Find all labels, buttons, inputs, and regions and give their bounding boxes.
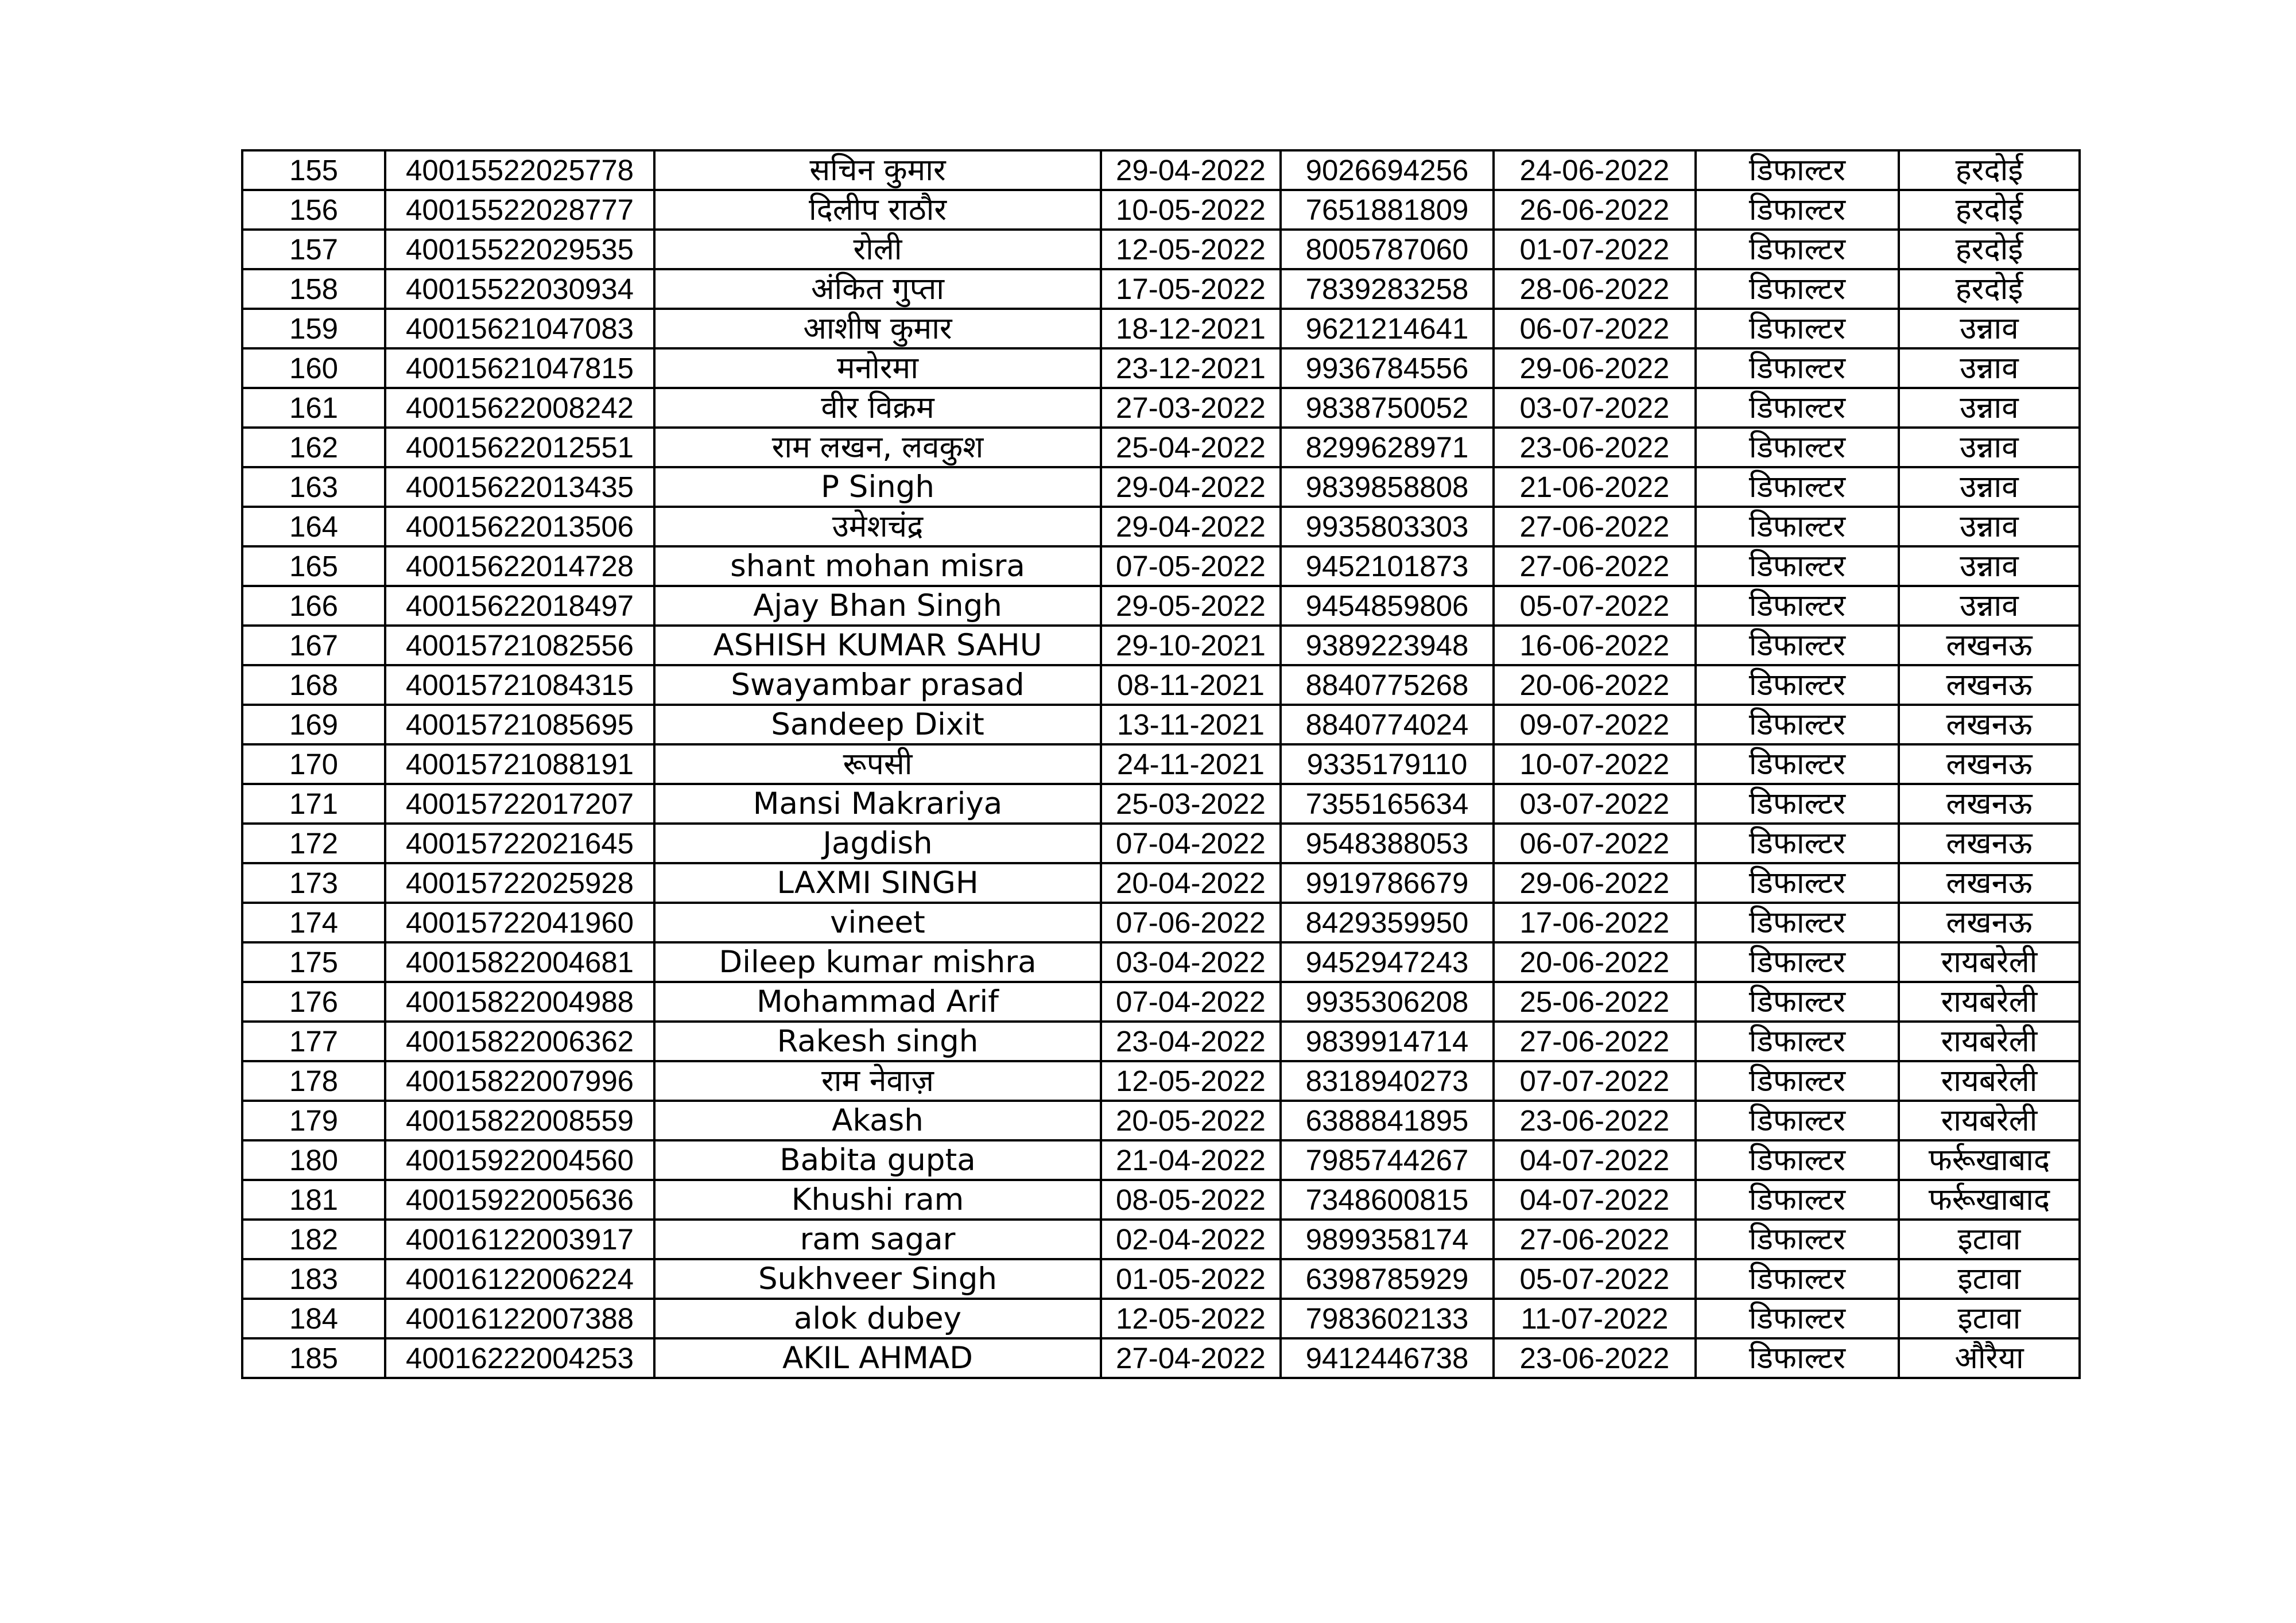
district-cell: इटावा [1899,1220,2080,1259]
due-date-cell: 28-06-2022 [1494,269,1696,309]
serial-number-cell: 159 [242,309,385,348]
serial-number-cell: 166 [242,586,385,626]
table-row [242,1101,2080,1140]
date-cell: 29-04-2022 [1101,467,1281,507]
serial-number-cell: 180 [242,1140,385,1180]
table-row [242,1259,2080,1299]
date-cell: 17-05-2022 [1101,269,1281,309]
date-cell: 25-03-2022 [1101,784,1281,824]
status-cell: डिफाल्टर [1696,1101,1899,1140]
table-row [242,428,2080,467]
serial-number-cell: 165 [242,546,385,586]
date-cell: 29-04-2022 [1101,507,1281,546]
customer-name-cell: ASHISH KUMAR SAHU [654,626,1101,665]
customer-name-cell: Akash [654,1101,1101,1140]
status-cell: डिफाल्टर [1696,230,1899,269]
account-number-cell: 40015822006362 [385,1022,654,1061]
serial-number-cell: 177 [242,1022,385,1061]
account-number-cell: 40015822004988 [385,982,654,1022]
account-number-cell: 40015721088191 [385,744,654,784]
due-date-cell: 16-06-2022 [1494,626,1696,665]
date-cell: 07-04-2022 [1101,982,1281,1022]
account-number-cell: 40015622012551 [385,428,654,467]
status-cell: डिफाल्टर [1696,190,1899,230]
table-body [242,150,2080,1378]
table-row [242,665,2080,705]
status-cell: डिफाल्टर [1696,784,1899,824]
due-date-cell: 01-07-2022 [1494,230,1696,269]
mobile-number-cell: 9389223948 [1281,626,1494,665]
table-row [242,784,2080,824]
customer-name-cell: रूपसी [654,744,1101,784]
date-cell: 03-04-2022 [1101,942,1281,982]
district-cell: लखनऊ [1899,824,2080,863]
date-cell: 24-11-2021 [1101,744,1281,784]
district-cell: इटावा [1899,1259,2080,1299]
serial-number-cell: 167 [242,626,385,665]
defaulter-list-sheet [241,149,2078,1379]
serial-number-cell: 178 [242,1061,385,1101]
due-date-cell: 09-07-2022 [1494,705,1696,744]
due-date-cell: 21-06-2022 [1494,467,1696,507]
table-row [242,903,2080,942]
customer-name-cell: vineet [654,903,1101,942]
mobile-number-cell: 9935803303 [1281,507,1494,546]
serial-number-cell: 174 [242,903,385,942]
mobile-number-cell: 9935306208 [1281,982,1494,1022]
table-row [242,1220,2080,1259]
date-cell: 18-12-2021 [1101,309,1281,348]
account-number-cell: 40015622014728 [385,546,654,586]
date-cell: 21-04-2022 [1101,1140,1281,1180]
account-number-cell: 40015922005636 [385,1180,654,1220]
district-cell: उन्नाव [1899,309,2080,348]
due-date-cell: 27-06-2022 [1494,546,1696,586]
status-cell: डिफाल्टर [1696,744,1899,784]
due-date-cell: 29-06-2022 [1494,863,1696,903]
mobile-number-cell: 8840774024 [1281,705,1494,744]
customer-name-cell: alok dubey [654,1299,1101,1338]
serial-number-cell: 185 [242,1338,385,1378]
account-number-cell: 40015822004681 [385,942,654,982]
status-cell: डिफाल्टर [1696,1220,1899,1259]
status-cell: डिफाल्टर [1696,428,1899,467]
table-row [242,230,2080,269]
date-cell: 08-11-2021 [1101,665,1281,705]
status-cell: डिफाल्टर [1696,705,1899,744]
mobile-number-cell: 7651881809 [1281,190,1494,230]
account-number-cell: 40015722021645 [385,824,654,863]
status-cell: डिफाल्टर [1696,863,1899,903]
serial-number-cell: 168 [242,665,385,705]
due-date-cell: 17-06-2022 [1494,903,1696,942]
mobile-number-cell: 9452947243 [1281,942,1494,982]
serial-number-cell: 175 [242,942,385,982]
date-cell: 13-11-2021 [1101,705,1281,744]
table-row [242,546,2080,586]
account-number-cell: 40015622018497 [385,586,654,626]
date-cell: 10-05-2022 [1101,190,1281,230]
mobile-number-cell: 9454859806 [1281,586,1494,626]
account-number-cell: 40015822008559 [385,1101,654,1140]
status-cell: डिफाल्टर [1696,1022,1899,1061]
table-row [242,269,2080,309]
customer-name-cell: Sukhveer Singh [654,1259,1101,1299]
district-cell: हरदोई [1899,190,2080,230]
date-cell: 12-05-2022 [1101,230,1281,269]
district-cell: लखनऊ [1899,705,2080,744]
district-cell: उन्नाव [1899,507,2080,546]
mobile-number-cell: 8840775268 [1281,665,1494,705]
customer-name-cell: राम लखन, लवकुश [654,428,1101,467]
table-row [242,348,2080,388]
district-cell: लखनऊ [1899,863,2080,903]
due-date-cell: 10-07-2022 [1494,744,1696,784]
account-number-cell: 40015522030934 [385,269,654,309]
account-number-cell: 40015621047083 [385,309,654,348]
due-date-cell: 27-06-2022 [1494,507,1696,546]
date-cell: 27-03-2022 [1101,388,1281,428]
district-cell: लखनऊ [1899,626,2080,665]
status-cell: डिफाल्टर [1696,269,1899,309]
customer-name-cell: सचिन कुमार [654,150,1101,190]
customer-name-cell: वीर विक्रम [654,388,1101,428]
serial-number-cell: 171 [242,784,385,824]
customer-name-cell: Jagdish [654,824,1101,863]
due-date-cell: 04-07-2022 [1494,1140,1696,1180]
account-number-cell: 40016122006224 [385,1259,654,1299]
due-date-cell: 11-07-2022 [1494,1299,1696,1338]
status-cell: डिफाल्टर [1696,1299,1899,1338]
customer-name-cell: Rakesh singh [654,1022,1101,1061]
account-number-cell: 40015721085695 [385,705,654,744]
status-cell: डिफाल्टर [1696,1338,1899,1378]
serial-number-cell: 169 [242,705,385,744]
district-cell: इटावा [1899,1299,2080,1338]
mobile-number-cell: 8318940273 [1281,1061,1494,1101]
mobile-number-cell: 9936784556 [1281,348,1494,388]
serial-number-cell: 162 [242,428,385,467]
date-cell: 23-04-2022 [1101,1022,1281,1061]
date-cell: 07-04-2022 [1101,824,1281,863]
serial-number-cell: 179 [242,1101,385,1140]
customer-name-cell: रोली [654,230,1101,269]
serial-number-cell: 163 [242,467,385,507]
district-cell: उन्नाव [1899,388,2080,428]
customer-name-cell: Ajay Bhan Singh [654,586,1101,626]
district-cell: हरदोई [1899,230,2080,269]
date-cell: 29-04-2022 [1101,150,1281,190]
date-cell: 20-05-2022 [1101,1101,1281,1140]
serial-number-cell: 160 [242,348,385,388]
serial-number-cell: 158 [242,269,385,309]
due-date-cell: 06-07-2022 [1494,824,1696,863]
account-number-cell: 40015622013435 [385,467,654,507]
defaulter-table [241,149,2081,1379]
mobile-number-cell: 9839914714 [1281,1022,1494,1061]
customer-name-cell: Khushi ram [654,1180,1101,1220]
table-row [242,863,2080,903]
date-cell: 08-05-2022 [1101,1180,1281,1220]
district-cell: उन्नाव [1899,348,2080,388]
due-date-cell: 20-06-2022 [1494,665,1696,705]
district-cell: हरदोई [1899,150,2080,190]
account-number-cell: 40015922004560 [385,1140,654,1180]
mobile-number-cell: 8299628971 [1281,428,1494,467]
table-row [242,1180,2080,1220]
district-cell: फर्रूखाबाद [1899,1140,2080,1180]
customer-name-cell: Dileep kumar mishra [654,942,1101,982]
due-date-cell: 29-06-2022 [1494,348,1696,388]
customer-name-cell: आशीष कुमार [654,309,1101,348]
due-date-cell: 03-07-2022 [1494,388,1696,428]
status-cell: डिफाल्टर [1696,903,1899,942]
mobile-number-cell: 7355165634 [1281,784,1494,824]
mobile-number-cell: 8429359950 [1281,903,1494,942]
account-number-cell: 40015822007996 [385,1061,654,1101]
district-cell: हरदोई [1899,269,2080,309]
due-date-cell: 07-07-2022 [1494,1061,1696,1101]
serial-number-cell: 181 [242,1180,385,1220]
district-cell: लखनऊ [1899,903,2080,942]
district-cell: लखनऊ [1899,665,2080,705]
account-number-cell: 40015621047815 [385,348,654,388]
serial-number-cell: 170 [242,744,385,784]
account-number-cell: 40015721082556 [385,626,654,665]
table-row [242,190,2080,230]
account-number-cell: 40016122003917 [385,1220,654,1259]
due-date-cell: 05-07-2022 [1494,586,1696,626]
table-row [242,507,2080,546]
mobile-number-cell: 9026694256 [1281,150,1494,190]
account-number-cell: 40015722041960 [385,903,654,942]
district-cell: उन्नाव [1899,428,2080,467]
mobile-number-cell: 9839858808 [1281,467,1494,507]
mobile-number-cell: 9548388053 [1281,824,1494,863]
customer-name-cell: उमेशचंद्र [654,507,1101,546]
district-cell: औरैया [1899,1338,2080,1378]
district-cell: फर्रूखाबाद [1899,1180,2080,1220]
district-cell: उन्नाव [1899,546,2080,586]
due-date-cell: 20-06-2022 [1494,942,1696,982]
serial-number-cell: 176 [242,982,385,1022]
district-cell: उन्नाव [1899,586,2080,626]
status-cell: डिफाल्टर [1696,546,1899,586]
date-cell: 07-06-2022 [1101,903,1281,942]
customer-name-cell: Mohammad Arif [654,982,1101,1022]
due-date-cell: 26-06-2022 [1494,190,1696,230]
district-cell: उन्नाव [1899,467,2080,507]
table-row [242,942,2080,982]
table-row [242,1299,2080,1338]
status-cell: डिफाल्टर [1696,942,1899,982]
mobile-number-cell: 7839283258 [1281,269,1494,309]
table-row [242,744,2080,784]
table-row [242,586,2080,626]
serial-number-cell: 183 [242,1259,385,1299]
customer-name-cell: Sandeep Dixit [654,705,1101,744]
customer-name-cell: shant mohan misra [654,546,1101,586]
table-row [242,150,2080,190]
status-cell: डिफाल्टर [1696,150,1899,190]
due-date-cell: 24-06-2022 [1494,150,1696,190]
mobile-number-cell: 7985744267 [1281,1140,1494,1180]
status-cell: डिफाल्टर [1696,1061,1899,1101]
due-date-cell: 06-07-2022 [1494,309,1696,348]
customer-name-cell: मनोरमा [654,348,1101,388]
customer-name-cell: अंकित गुप्ता [654,269,1101,309]
customer-name-cell: राम नेवाज़ [654,1061,1101,1101]
table-row [242,626,2080,665]
account-number-cell: 40015722017207 [385,784,654,824]
district-cell: रायबरेली [1899,1022,2080,1061]
mobile-number-cell: 7983602133 [1281,1299,1494,1338]
status-cell: डिफाल्टर [1696,586,1899,626]
status-cell: डिफाल्टर [1696,348,1899,388]
customer-name-cell: P Singh [654,467,1101,507]
table-row [242,388,2080,428]
customer-name-cell: Mansi Makrariya [654,784,1101,824]
customer-name-cell: Swayambar prasad [654,665,1101,705]
customer-name-cell: Babita gupta [654,1140,1101,1180]
due-date-cell: 04-07-2022 [1494,1180,1696,1220]
date-cell: 01-05-2022 [1101,1259,1281,1299]
due-date-cell: 27-06-2022 [1494,1220,1696,1259]
serial-number-cell: 161 [242,388,385,428]
account-number-cell: 40015522025778 [385,150,654,190]
mobile-number-cell: 9899358174 [1281,1220,1494,1259]
account-number-cell: 40016122007388 [385,1299,654,1338]
serial-number-cell: 156 [242,190,385,230]
account-number-cell: 40015721084315 [385,665,654,705]
mobile-number-cell: 9412446738 [1281,1338,1494,1378]
serial-number-cell: 182 [242,1220,385,1259]
district-cell: रायबरेली [1899,1101,2080,1140]
account-number-cell: 40015622013506 [385,507,654,546]
account-number-cell: 40015622008242 [385,388,654,428]
district-cell: रायबरेली [1899,942,2080,982]
date-cell: 07-05-2022 [1101,546,1281,586]
serial-number-cell: 155 [242,150,385,190]
account-number-cell: 40015522028777 [385,190,654,230]
serial-number-cell: 184 [242,1299,385,1338]
status-cell: डिफाल्टर [1696,824,1899,863]
mobile-number-cell: 9452101873 [1281,546,1494,586]
date-cell: 02-04-2022 [1101,1220,1281,1259]
due-date-cell: 25-06-2022 [1494,982,1696,1022]
district-cell: लखनऊ [1899,744,2080,784]
customer-name-cell: LAXMI SINGH [654,863,1101,903]
status-cell: डिफाल्टर [1696,388,1899,428]
status-cell: डिफाल्टर [1696,1259,1899,1299]
due-date-cell: 27-06-2022 [1494,1022,1696,1061]
mobile-number-cell: 9919786679 [1281,863,1494,903]
date-cell: 29-10-2021 [1101,626,1281,665]
date-cell: 12-05-2022 [1101,1061,1281,1101]
due-date-cell: 23-06-2022 [1494,428,1696,467]
date-cell: 27-04-2022 [1101,1338,1281,1378]
mobile-number-cell: 9335179110 [1281,744,1494,784]
due-date-cell: 23-06-2022 [1494,1338,1696,1378]
status-cell: डिफाल्टर [1696,467,1899,507]
table-row [242,1022,2080,1061]
status-cell: डिफाल्टर [1696,982,1899,1022]
table-row [242,309,2080,348]
customer-name-cell: दिलीप राठौर [654,190,1101,230]
mobile-number-cell: 9621214641 [1281,309,1494,348]
table-row [242,1140,2080,1180]
mobile-number-cell: 6388841895 [1281,1101,1494,1140]
due-date-cell: 23-06-2022 [1494,1101,1696,1140]
customer-name-cell: AKIL AHMAD [654,1338,1101,1378]
serial-number-cell: 164 [242,507,385,546]
account-number-cell: 40015722025928 [385,863,654,903]
serial-number-cell: 157 [242,230,385,269]
status-cell: डिफाल्टर [1696,626,1899,665]
mobile-number-cell: 6398785929 [1281,1259,1494,1299]
district-cell: रायबरेली [1899,982,2080,1022]
status-cell: डिफाल्टर [1696,1180,1899,1220]
table-row [242,982,2080,1022]
serial-number-cell: 172 [242,824,385,863]
due-date-cell: 03-07-2022 [1494,784,1696,824]
table-row [242,705,2080,744]
mobile-number-cell: 9838750052 [1281,388,1494,428]
date-cell: 20-04-2022 [1101,863,1281,903]
date-cell: 23-12-2021 [1101,348,1281,388]
status-cell: डिफाल्टर [1696,309,1899,348]
district-cell: रायबरेली [1899,1061,2080,1101]
mobile-number-cell: 7348600815 [1281,1180,1494,1220]
status-cell: डिफाल्टर [1696,507,1899,546]
account-number-cell: 40015522029535 [385,230,654,269]
customer-name-cell: ram sagar [654,1220,1101,1259]
mobile-number-cell: 8005787060 [1281,230,1494,269]
due-date-cell: 05-07-2022 [1494,1259,1696,1299]
table-row [242,1061,2080,1101]
table-row [242,824,2080,863]
date-cell: 25-04-2022 [1101,428,1281,467]
table-row [242,467,2080,507]
date-cell: 29-05-2022 [1101,586,1281,626]
account-number-cell: 40016222004253 [385,1338,654,1378]
status-cell: डिफाल्टर [1696,1140,1899,1180]
table-row [242,1338,2080,1378]
serial-number-cell: 173 [242,863,385,903]
date-cell: 12-05-2022 [1101,1299,1281,1338]
district-cell: लखनऊ [1899,784,2080,824]
status-cell: डिफाल्टर [1696,665,1899,705]
